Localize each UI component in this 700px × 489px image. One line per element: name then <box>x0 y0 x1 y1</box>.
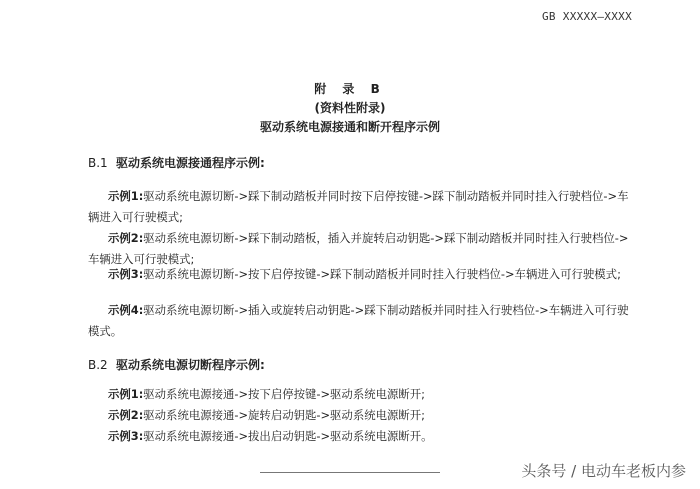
example-paragraph <box>88 300 636 342</box>
example-text: 驱动系统电源切断->按下启停按键->踩下制动踏板并同时挂入行驶档位->车辆进入可行驶模式; <box>143 267 621 281</box>
annex-subtitle: (资料性附录) <box>314 101 386 115</box>
footer-rule <box>260 472 440 473</box>
annex-heading: 驱动系统电源接通和断开程序示例 <box>259 120 440 134</box>
section-title: 驱动系统电源切断程序示例: <box>116 358 265 372</box>
section-number: B.1 <box>88 156 108 170</box>
example-label: 示例4: <box>108 303 144 317</box>
section-heading-b1 <box>88 154 265 171</box>
example-label: 示例1: <box>108 387 144 401</box>
example-label: 示例2: <box>108 408 144 422</box>
example-text: 驱动系统电源接通->按下启停按键->驱动系统电源断开; <box>143 387 426 401</box>
example-text: 驱动系统电源切断->插入或旋转启动钥匙->踩下制动踏板并同时挂入行驶档位->车辆进入可行驶模式。 <box>88 303 629 338</box>
example-label: 示例2: <box>108 231 144 245</box>
example-paragraph <box>88 405 636 426</box>
section-heading-b2 <box>88 356 265 373</box>
section-title: 驱动系统电源接通程序示例: <box>116 156 265 170</box>
example-paragraph <box>88 384 636 405</box>
example-paragraph <box>88 264 636 285</box>
standard-code: GB XXXXX—XXXX <box>542 10 632 23</box>
example-paragraph <box>88 426 636 447</box>
example-text: 驱动系统电源切断->踩下制动踏板，插入并旋转启动钥匙->踩下制动踏板并同时挂入行驶档位->车辆进入可行驶模式; <box>88 231 629 266</box>
annex-title: 附 录 B <box>314 82 386 96</box>
watermark: 头条号 / 电动车老板内参 <box>521 462 686 480</box>
example-text: 驱动系统电源切断->踩下制动踏板并同时按下启停按键->踩下制动踏板并同时挂入行驶档位->车辆进入可行驶模式; <box>88 189 629 224</box>
section-number: B.2 <box>88 358 108 372</box>
example-text: 驱动系统电源接通->旋转启动钥匙->驱动系统电源断开; <box>143 408 426 422</box>
example-paragraph <box>88 186 636 228</box>
example-label: 示例3: <box>108 429 144 443</box>
example-text: 驱动系统电源接通->拔出启动钥匙->驱动系统电源断开。 <box>143 429 433 443</box>
example-label: 示例3: <box>108 267 144 281</box>
example-label: 示例1: <box>108 189 144 203</box>
